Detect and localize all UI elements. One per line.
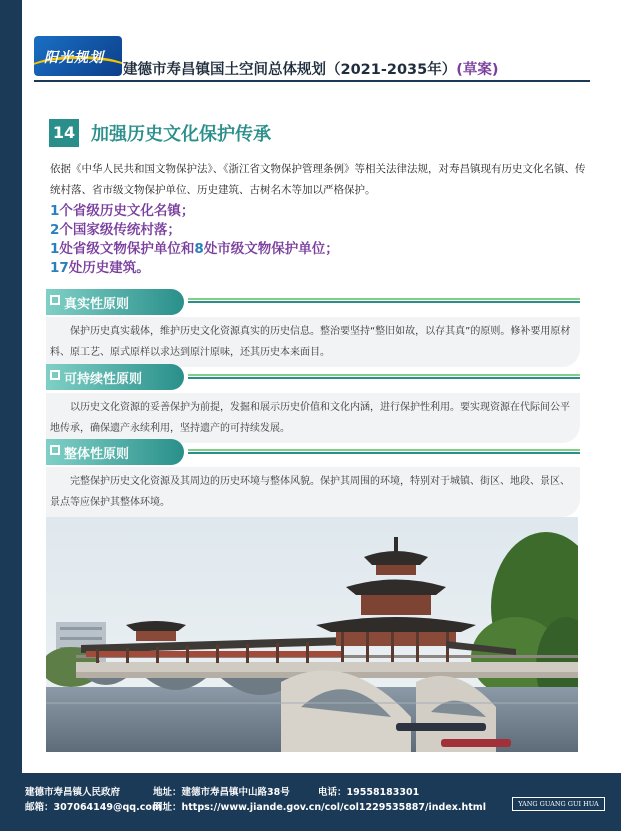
covered-bridge-photo — [46, 517, 578, 752]
principle-heading-sustainability — [46, 364, 184, 390]
left-frame-bar — [0, 0, 22, 773]
section-number: 14 — [49, 119, 79, 147]
principle-title: 真实性原则 — [64, 297, 130, 312]
principle-text-sustainability: 以历史文化资源的妥善保护为前提，发掘和展示历史价值和文化内涵，进行保护性利用。要实现资源在代际间公平地传承，确保遗产永续利用，坚持遗产的可持续发展。 — [46, 393, 580, 443]
item-4: 17处历史建筑。 — [50, 260, 150, 276]
protection-items — [50, 202, 339, 278]
footer-phone: 电话：19558183301 — [318, 787, 420, 798]
document-title — [123, 58, 499, 79]
bridge-illustration — [46, 517, 578, 752]
intro-paragraph: 依据《中华人民共和国文物保护法》、《浙江省文物保护管理条例》等相关法律法规，对寿昌镇现有历史文化名镇、传统村落、省市级文物保护单位、历史建筑、古树名木等加以严格保护。 — [50, 163, 586, 196]
principle-divider — [188, 449, 580, 454]
header-divider — [34, 80, 590, 82]
footer-brand-tag: YANG GUANG GUI HUA — [512, 797, 605, 811]
checkbox-square-icon — [50, 295, 60, 305]
checkbox-square-icon — [50, 445, 60, 455]
draft-label: (草案) — [456, 62, 499, 78]
principle-divider — [188, 374, 580, 379]
footer-website: 网址：https://www.jiande.gov.cn/col/col1229535887/index.html — [153, 802, 486, 813]
brand-logo — [34, 36, 122, 76]
principle-title: 整体性原则 — [64, 447, 130, 462]
item-3: 1处省级文物保护单位和8处市级文物保护单位； — [50, 241, 339, 257]
title-text: 建德市寿昌镇国土空间总体规划（2021-2035年） — [123, 62, 457, 78]
principle-text-authenticity: 保护历史真实载体，维护历史文化资源真实的历史信息。整治要坚持“整旧如故，以存其真”的原则。修补要用原材料、原工艺、原式原样以求达到原汁原味，还其历史本来面目。 — [46, 317, 580, 367]
checkbox-square-icon — [50, 370, 60, 380]
principle-heading-integrity — [46, 439, 184, 465]
section-title: 加强历史文化保护传承 — [91, 124, 271, 145]
footer-email: 邮箱：307064149@qq.com — [25, 802, 162, 813]
principle-text-integrity: 完整保护历史文化资源及其周边的历史环境与整体风貌。保护其周围的环境，特别对于城镇、街区、地段、景区、景点等应保护其整体环境。 — [46, 467, 580, 517]
item-2: 2个国家级传统村落； — [50, 222, 181, 238]
item-1: 1个省级历史文化名镇； — [50, 203, 195, 219]
footer-address: 地址：建德市寿昌镇中山路38号 — [153, 787, 290, 798]
logo-text: 阳光规划 — [44, 50, 104, 66]
principle-divider — [188, 298, 580, 303]
principle-heading-authenticity — [46, 289, 184, 315]
footer-org: 建德市寿昌镇人民政府 — [25, 787, 121, 798]
principle-title: 可持续性原则 — [64, 372, 143, 387]
